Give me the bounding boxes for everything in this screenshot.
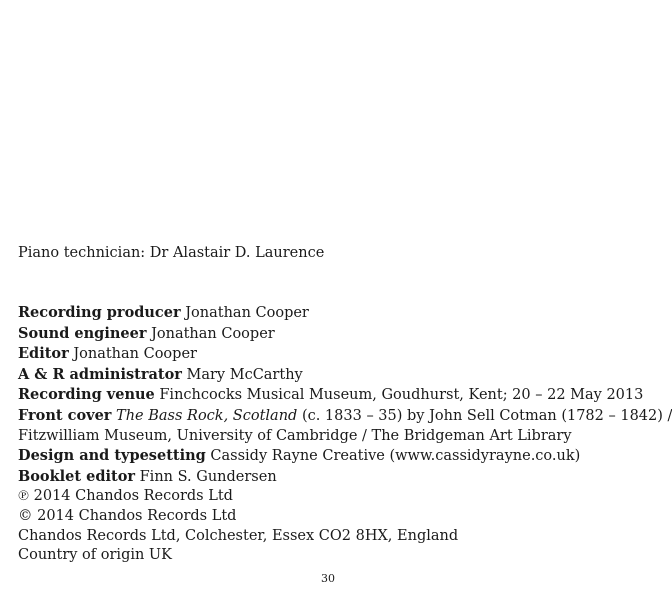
artwork-title: The Bass Rock, Scotland <box>116 407 298 424</box>
page-number: 30 <box>321 572 335 585</box>
credit-ar-administrator <box>18 365 588 386</box>
copyright-notice: © 2014 Chandos Records Ltd <box>18 507 237 524</box>
credit-booklet-editor <box>18 467 588 488</box>
credit-label: Booklet editor <box>18 467 136 485</box>
credit-label: Sound engineer <box>18 324 147 342</box>
credit-recording-venue <box>18 385 644 406</box>
credit-value: Finchcocks Musical Museum, Goudhurst, Kent; 20 – 22 May 2013 <box>159 387 644 404</box>
piano-technician-credit: Piano technician: Dr Alastair D. Laurence <box>18 245 325 261</box>
credit-sound-engineer <box>18 324 588 345</box>
credit-value: (c. 1833 – 35) by John Sell Cotman (1782 – 1842) / <box>301 407 672 424</box>
credit-value: Cassidy Rayne Creative (www.cassidyrayne.co.uk) <box>210 448 581 465</box>
credit-label: Recording venue <box>18 386 155 404</box>
credit-label: Recording producer <box>18 304 181 321</box>
credit-design-typesetting <box>18 446 588 467</box>
credit-recording-producer <box>18 303 588 324</box>
credit-value: Jonathan Cooper <box>185 305 309 321</box>
credit-front-cover <box>18 406 672 427</box>
credit-value: Finn S. Gundersen <box>139 468 277 485</box>
credit-value: Jonathan Cooper <box>151 325 275 342</box>
publisher-address: Chandos Records Ltd, Colchester, Essex CO2 8HX, England <box>18 527 459 544</box>
credit-front-cover-continuation: Fitzwilliam Museum, University of Cambridge / The Bridgeman Art Library <box>18 427 572 444</box>
credit-editor <box>18 344 588 365</box>
credit-label: Editor <box>18 345 69 363</box>
phonogram-notice: ℗ 2014 Chandos Records Ltd <box>18 488 233 505</box>
country-of-origin: Country of origin UK <box>18 547 172 564</box>
production-credits <box>18 303 672 566</box>
credit-label: Front cover <box>18 406 112 424</box>
credit-label: A & R administrator <box>18 365 182 383</box>
credit-label: Design and typesetting <box>18 447 206 465</box>
credit-value: Mary McCarthy <box>186 366 303 383</box>
credit-value: Jonathan Cooper <box>73 346 197 363</box>
